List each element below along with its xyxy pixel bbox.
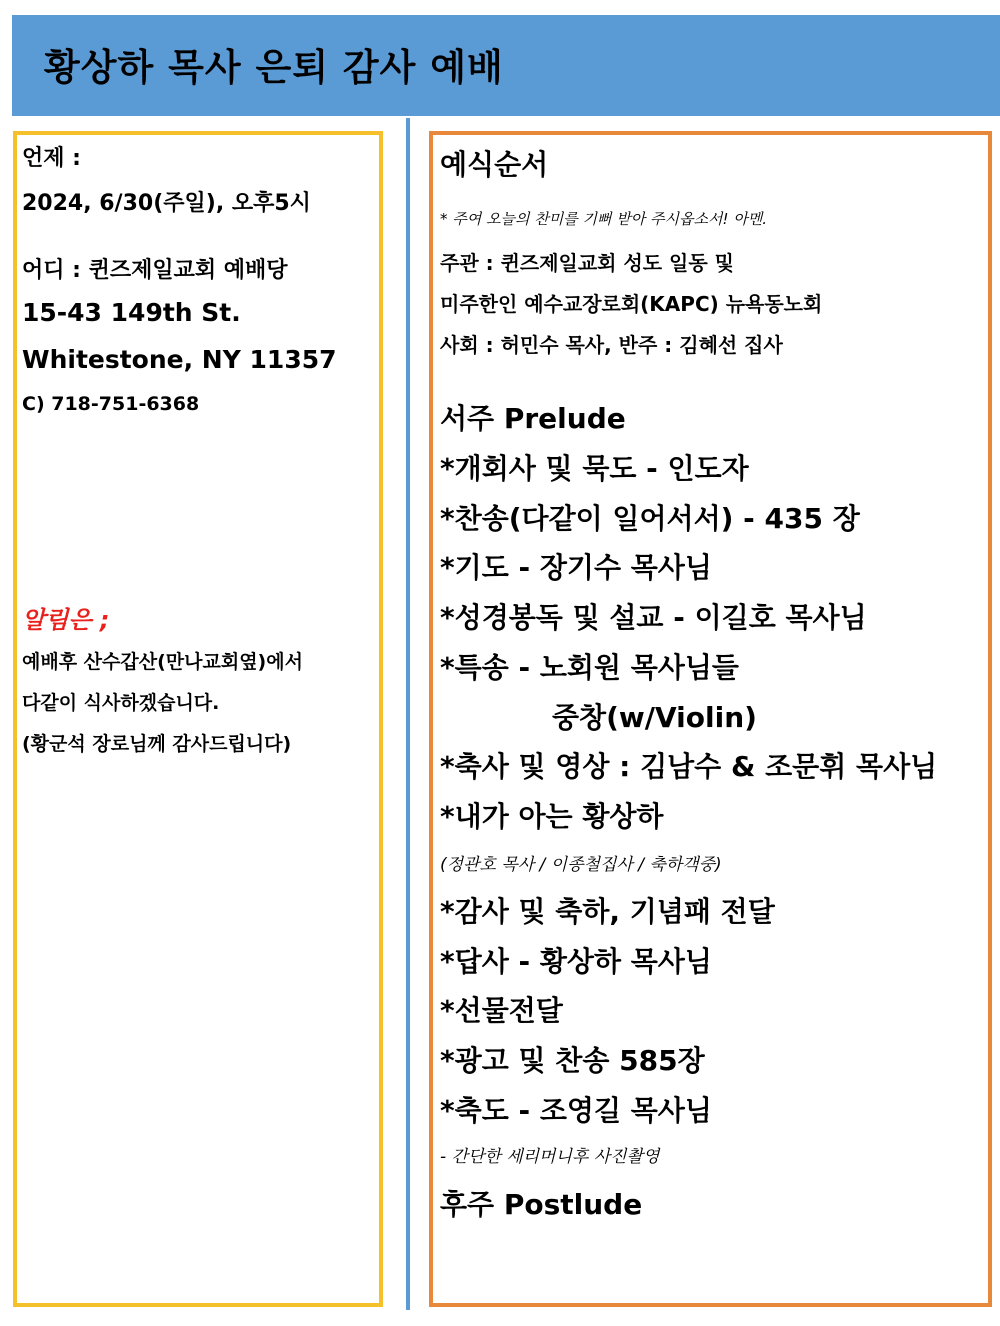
program-item: *찬송(다같이 일어서서) - 435 장 xyxy=(440,502,860,535)
notice-line: (황군석 장로님께 감사드립니다) xyxy=(22,733,292,755)
when-value: 2024, 6/30(주일), 오후5시 xyxy=(22,191,311,216)
program-item: *성경봉독 및 설교 - 이길호 목사님 xyxy=(440,601,867,634)
address-line-1: 15-43 149th St. xyxy=(22,298,241,327)
blessing-note: * 주여 오늘의 찬미를 기뻐 받아 주시옵소서! 아멘. xyxy=(440,210,767,228)
program-item-note: (정관호 목사 / 이종철집사 / 축하객중) xyxy=(440,855,722,875)
program-heading: 예식순서 xyxy=(440,148,549,181)
when-label: 언제 : xyxy=(22,146,81,171)
phone-number: C) 718-751-6368 xyxy=(22,393,200,415)
address-line-2: Whitestone, NY 11357 xyxy=(22,345,337,374)
page-title: 황상하 목사 은퇴 감사 예배 xyxy=(44,46,504,89)
presider-line: 사회 : 허민수 목사, 반주 : 김혜선 집사 xyxy=(440,333,783,357)
program-item-note: - 간단한 세리머니후 사진촬영 xyxy=(440,1147,660,1167)
program-item: *특송 - 노회원 목사님들 xyxy=(440,651,739,684)
notice-title: 알림은 ; xyxy=(22,606,110,634)
program-item: *답사 - 황상하 목사님 xyxy=(440,945,712,978)
program-item: *광고 및 찬송 585장 xyxy=(440,1044,705,1077)
host-line-1: 주관 : 퀸즈제일교회 성도 일동 및 xyxy=(440,251,734,275)
program-item: *개회사 및 묵도 - 인도자 xyxy=(440,452,749,485)
program-item: 후주 Postlude xyxy=(440,1188,643,1221)
program-item: *감사 및 축하, 기념패 전달 xyxy=(440,895,775,928)
program-item: 서주 Prelude xyxy=(440,402,626,435)
notice-line: 다같이 식사하겠습니다. xyxy=(22,692,220,714)
column-divider xyxy=(406,118,410,1310)
program-item: *축도 - 조영길 목사님 xyxy=(440,1094,712,1127)
notice-line: 예배후 산수갑산(만나교회옆)에서 xyxy=(22,651,303,673)
program-item: *축사 및 영상 : 김남수 & 조문휘 목사님 xyxy=(440,750,938,783)
program-item: *선물전달 xyxy=(440,994,563,1027)
program-item: *내가 아는 황상하 xyxy=(440,800,664,833)
header-banner xyxy=(12,15,1000,116)
program-item: *기도 - 장기수 목사님 xyxy=(440,551,712,584)
program-item-sub: 중창(w/Violin) xyxy=(552,701,757,734)
where-label: 어디 : 퀸즈제일교회 예배당 xyxy=(22,258,288,283)
host-line-2: 미주한인 예수교장로회(KAPC) 뉴욕동노회 xyxy=(440,292,823,316)
